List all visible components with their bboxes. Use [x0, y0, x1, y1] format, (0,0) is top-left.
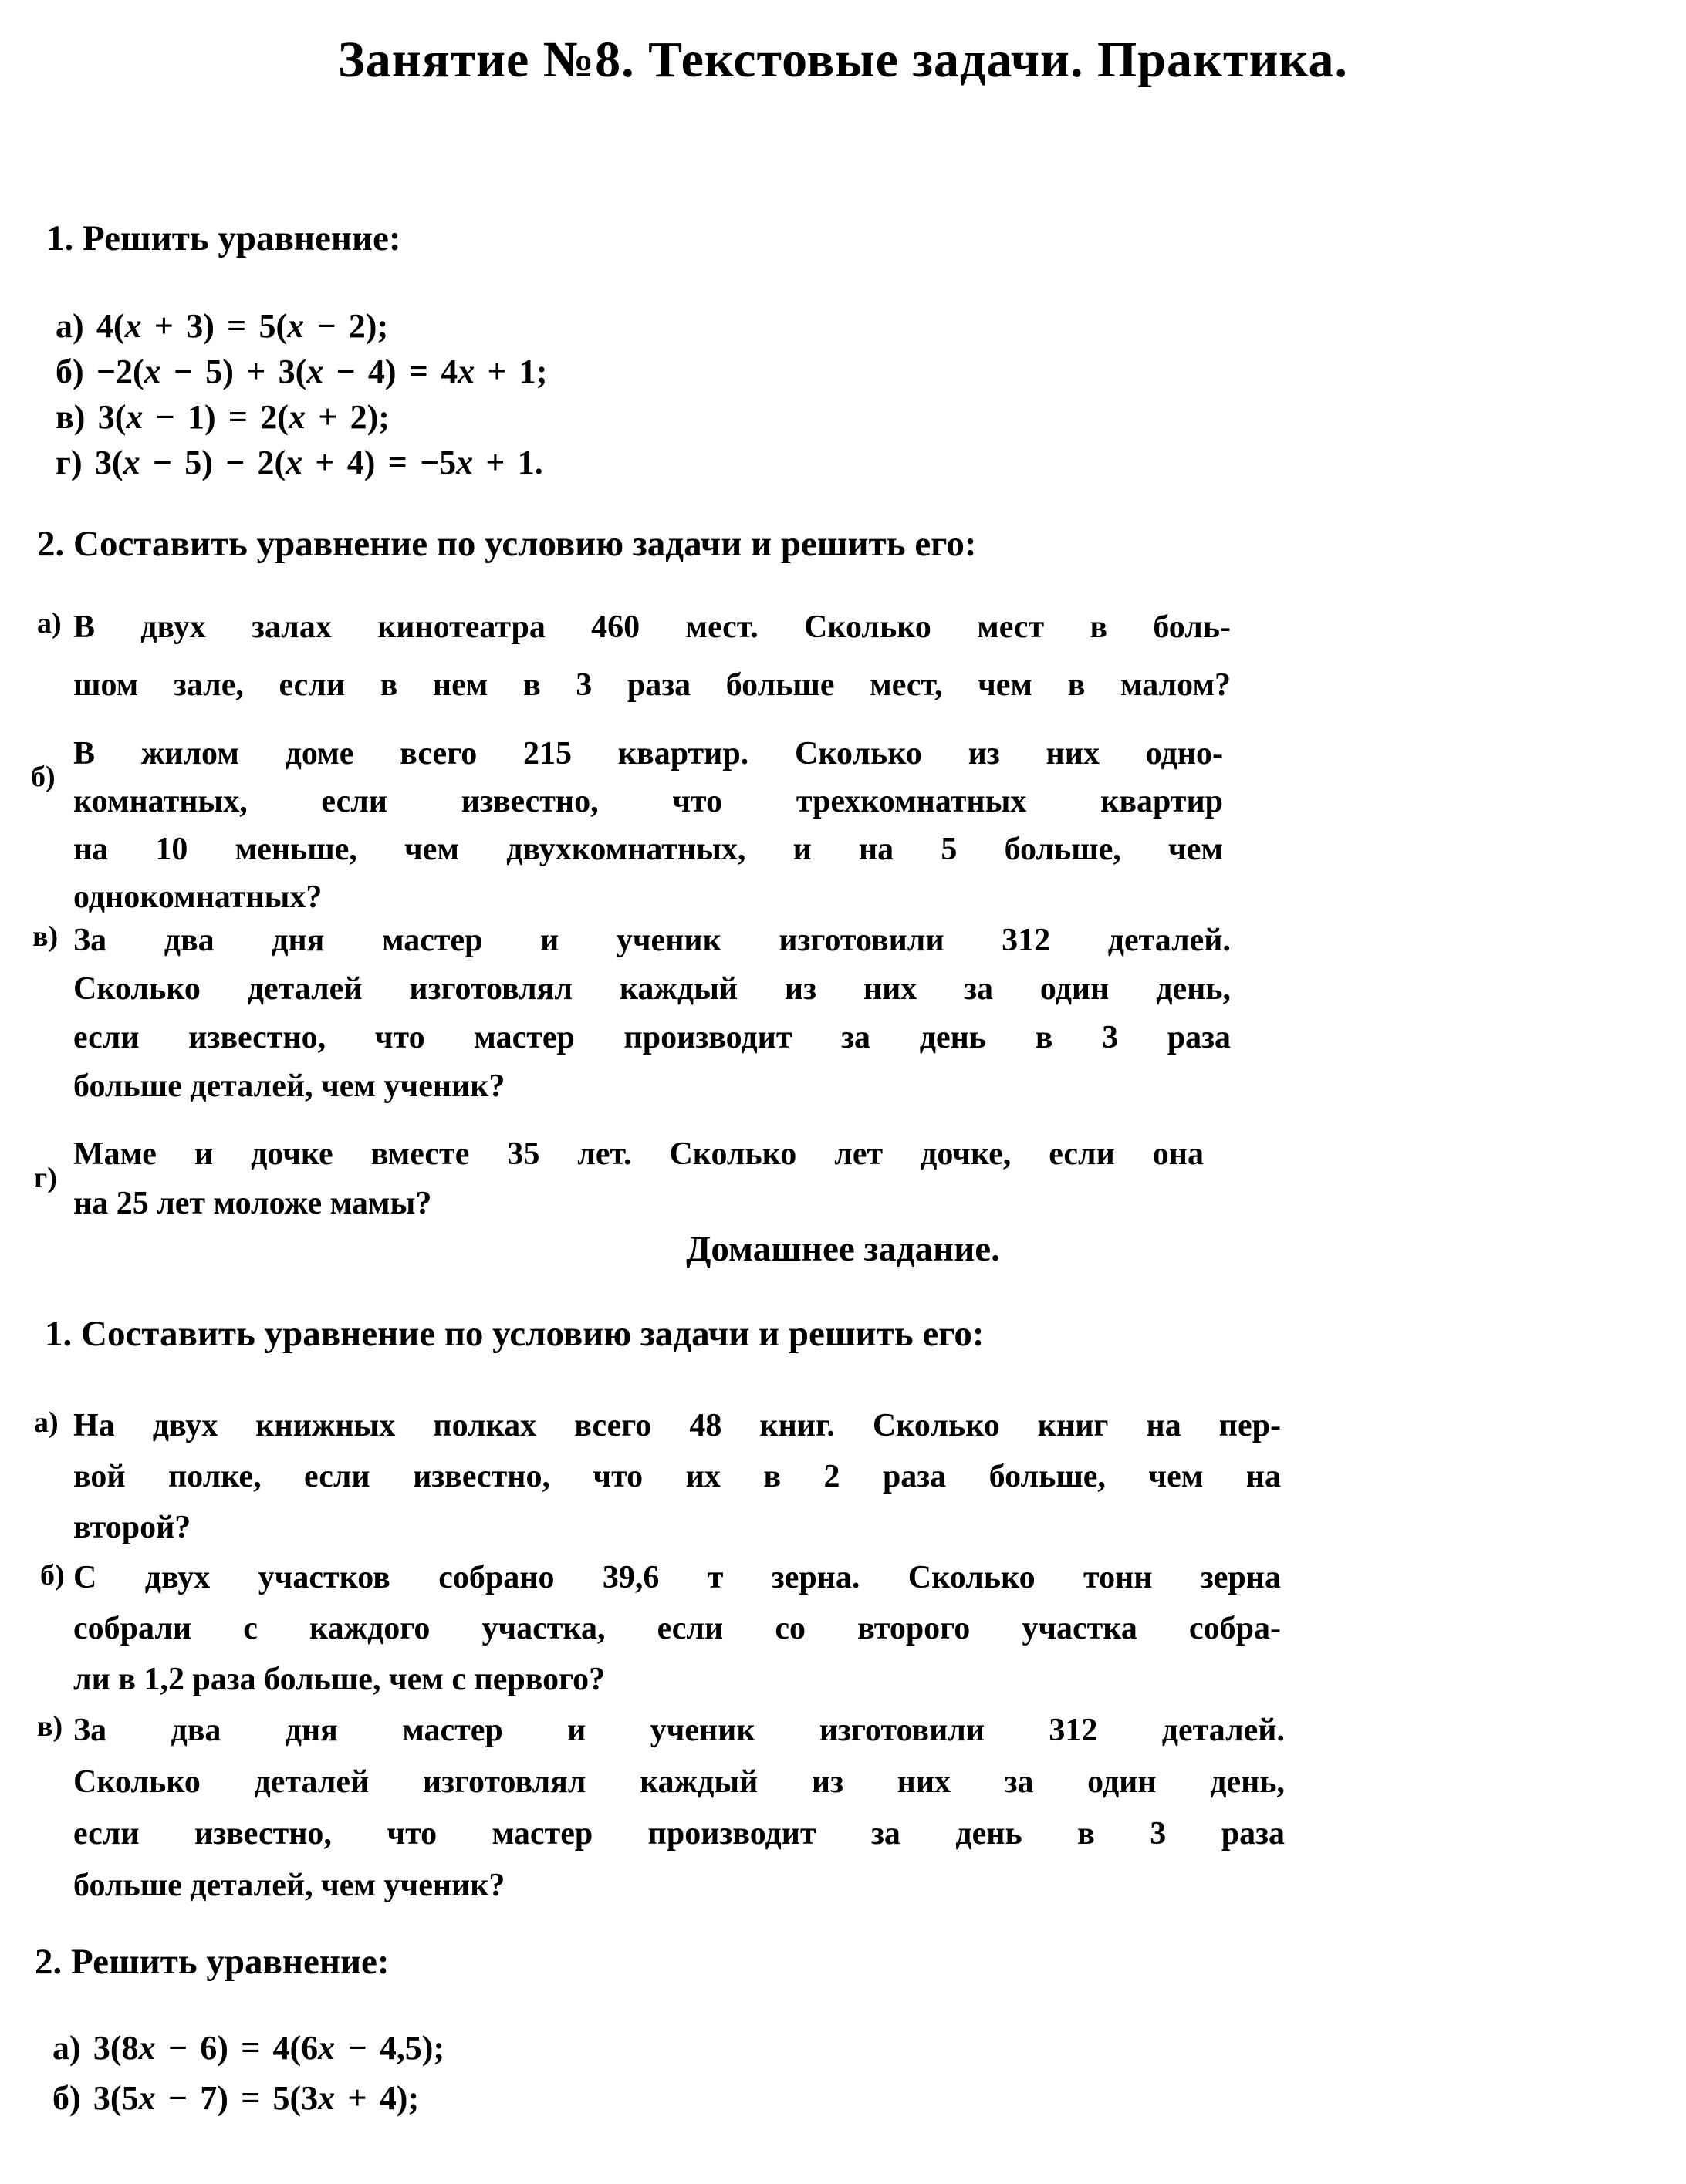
problem-line: На двух книжных полках всего 48 книг. Сколько книг на пер- — [73, 1408, 1281, 1443]
homework-heading: Домашнее задание. — [686, 1229, 1000, 1269]
problem-label: в) — [37, 1710, 63, 1743]
problem-line: если известно, что мастер производит за день в 3 раза — [73, 1816, 1285, 1852]
equation-line: б) 3(5x − 7) = 5(3x + 4); — [52, 2079, 420, 2117]
problem-text — [73, 916, 1231, 1111]
problem-text — [73, 1705, 1285, 1912]
practice-task2-heading: 2. Составить уравнение по условию задачи и решить его: — [37, 524, 977, 564]
equation-line: в) 3(x − 1) = 2(x + 2); — [56, 398, 390, 436]
problem-line: комнатных, если известно, что трехкомнатных квартир — [73, 784, 1223, 819]
problem-label: г) — [34, 1162, 57, 1194]
problem-text — [73, 730, 1223, 921]
problem-line: однокомнатных? — [73, 879, 323, 915]
problem-line: В жилом доме всего 215 квартир. Сколько из них одно- — [73, 736, 1223, 771]
problem-label: в) — [32, 920, 59, 953]
problem-line: больше деталей, чем ученик? — [73, 1868, 505, 1903]
problem-text — [73, 1400, 1281, 1553]
equation-line: а) 3(8x − 6) = 4(6x − 4,5); — [52, 2029, 445, 2067]
document-title: Занятие №8. Текстовые задачи. Практика. — [337, 32, 1349, 88]
problem-label: б) — [40, 1559, 65, 1592]
problem-text — [73, 1552, 1281, 1705]
homework-equation-list — [52, 2023, 444, 2123]
problem-line: вой полке, если известно, что их в 2 раза больше, чем на — [73, 1459, 1281, 1494]
practice-equation-list — [56, 303, 547, 485]
equation-line: г) 3(x − 5) − 2(x + 4) = −5x + 1. — [56, 444, 543, 481]
problem-line: собрали с каждого участка, если со второго участка собра- — [73, 1611, 1281, 1646]
homework-task2-heading: 2. Решить уравнение: — [35, 1942, 390, 1982]
problem-text — [73, 599, 1231, 714]
problem-label: а) — [34, 1406, 59, 1439]
problem-line: Маме и дочке вместе 35 лет. Сколько лет дочке, если она — [73, 1136, 1204, 1172]
problem-line: ли в 1,2 раза больше, чем с первого? — [73, 1662, 606, 1697]
practice-task1-heading: 1. Решить уравнение: — [46, 218, 401, 258]
problem-line: Сколько деталей изготовлял каждый из них за один день, — [73, 971, 1231, 1007]
equation-line: а) 4(x + 3) = 5(x − 2); — [56, 307, 389, 345]
problem-line: на 10 меньше, чем двухкомнатных, и на 5 больше, чем — [73, 832, 1223, 867]
problem-line: За два дня мастер и ученик изготовили 312 деталей. — [73, 923, 1231, 958]
problem-line: За два дня мастер и ученик изготовили 312 деталей. — [73, 1713, 1285, 1748]
problem-line: В двух залах кинотеатра 460 мест. Сколько мест в боль- — [73, 609, 1231, 645]
problem-line: больше деталей, чем ученик? — [73, 1068, 505, 1104]
problem-text — [73, 1129, 1204, 1228]
problem-line: если известно, что мастер производит за день в 3 раза — [73, 1020, 1231, 1055]
problem-label: б) — [31, 761, 56, 793]
problem-line: С двух участков собрано 39,6 т зерна. Сколько тонн зерна — [73, 1560, 1281, 1595]
problem-line: шом зале, если в нем в 3 раза больше мест, чем в малом? — [73, 667, 1231, 703]
problem-line: второй? — [73, 1510, 191, 1545]
homework-task1-heading: 1. Составить уравнение по условию задачи и решить его: — [45, 1314, 985, 1354]
problem-label: а) — [37, 607, 62, 640]
problem-line: на 25 лет моложе мамы? — [73, 1186, 432, 1221]
problem-line: Сколько деталей изготовлял каждый из них за один день, — [73, 1764, 1285, 1800]
equation-line: б) −2(x − 5) + 3(x − 4) = 4x + 1; — [56, 353, 548, 390]
